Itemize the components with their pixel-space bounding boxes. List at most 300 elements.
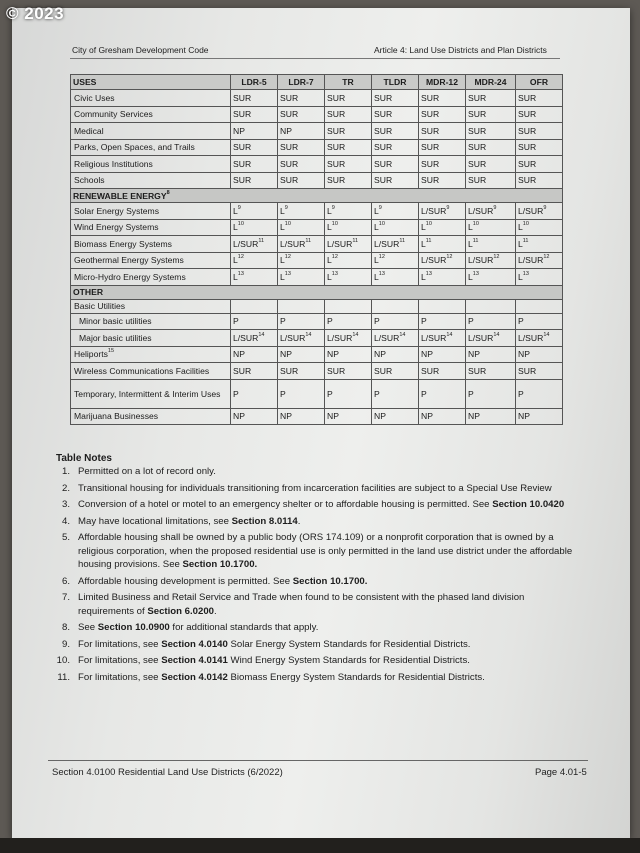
- table-cell: NP: [516, 408, 563, 425]
- table-row: [71, 139, 563, 156]
- table-row: [71, 106, 563, 123]
- note-text-part: Affordable housing shall be owned by a public body (ORS 174.109) or a nonprofit corporation that is owned by a religious corporation, when the proposed residential use is only permitted in the land use district under the affordable housing provisions. See: [78, 532, 573, 570]
- background-shadow: [0, 838, 640, 853]
- footnote-ref: 13: [472, 270, 479, 277]
- footnote-ref: 12: [493, 254, 500, 261]
- table-row: [71, 269, 563, 286]
- table-row: [71, 156, 563, 173]
- column-header: LDR-5: [231, 75, 278, 90]
- row-label: Basic Utilities: [71, 299, 231, 313]
- column-header: LDR-7: [278, 75, 325, 90]
- table-cell: SUR: [231, 139, 278, 156]
- row-label-text: Wireless Communications Facilities: [74, 365, 210, 376]
- table-note: [52, 515, 582, 529]
- row-label: [71, 90, 231, 107]
- table-cell: SUR: [516, 363, 563, 380]
- row-label: [71, 313, 231, 330]
- cell-value: L: [280, 271, 285, 282]
- section-reference: Section 10.1700.: [292, 575, 368, 587]
- table-cell: SUR: [516, 106, 563, 123]
- column-header: MDR-24: [466, 75, 516, 90]
- cell-value: L: [374, 255, 379, 266]
- cell-value: L: [518, 238, 523, 249]
- table-cell: [466, 252, 516, 269]
- cell-value: L: [327, 255, 332, 266]
- table-cell: [516, 219, 563, 236]
- table-cell: SUR: [278, 90, 325, 107]
- note-number: 7.: [61, 592, 70, 603]
- table-cell: NP: [278, 408, 325, 425]
- cell-value: L/SUR: [327, 332, 353, 343]
- table-note: [52, 531, 582, 572]
- table-cell: [325, 299, 372, 313]
- row-label-text: Civic Uses: [74, 92, 115, 103]
- table-cell: SUR: [419, 106, 466, 123]
- note-number: 11.: [57, 671, 70, 683]
- table-cell: NP: [466, 346, 516, 363]
- cell-value: L: [421, 222, 426, 233]
- table-cell: SUR: [466, 123, 516, 140]
- note-text-part: For limitations, see: [78, 638, 162, 650]
- section-reference: Section 8.0114: [231, 515, 298, 527]
- table-cell: SUR: [372, 363, 419, 380]
- row-label: Wind Energy Systems: [71, 219, 231, 236]
- note-text: [78, 482, 582, 496]
- row-label: [71, 123, 231, 140]
- note-text-part: See: [78, 622, 98, 633]
- table-cell: [372, 252, 419, 269]
- table-cell: P: [466, 379, 516, 408]
- table-cell: SUR: [516, 90, 563, 107]
- table-cell: SUR: [278, 139, 325, 156]
- table-cell: SUR: [466, 139, 516, 156]
- header-divider: [70, 58, 560, 59]
- table-cell: SUR: [231, 106, 278, 123]
- table-cell: SUR: [231, 172, 278, 189]
- note-number: 9.: [61, 638, 70, 650]
- cell-value: L: [374, 205, 379, 216]
- table-cell: [419, 219, 466, 236]
- table-cell: [419, 236, 466, 253]
- table-notes-list: [52, 465, 582, 687]
- table-cell: [516, 269, 563, 286]
- footer-left: Section 4.0100 Residential Land Use Districts (6/2022): [52, 767, 283, 778]
- row-label-text: Parks, Open Spaces, and Trails: [74, 142, 195, 153]
- table-cell: P: [278, 379, 325, 408]
- cell-value: L: [233, 271, 238, 282]
- table-cell: [278, 203, 325, 220]
- note-number: 6.: [61, 575, 70, 587]
- table-cell: SUR: [372, 90, 419, 107]
- footnote-ref: 10: [237, 221, 244, 228]
- cell-value: L: [374, 271, 379, 282]
- note-text-part: .: [214, 605, 217, 617]
- footnote-ref: 10: [284, 221, 291, 228]
- note-number: 3.: [61, 499, 70, 510]
- table-cell: SUR: [325, 106, 372, 123]
- table-cell: SUR: [516, 156, 563, 173]
- table-cell: SUR: [325, 123, 372, 140]
- table-cell: SUR: [466, 156, 516, 173]
- section-reference: Section 10.0900: [97, 622, 170, 633]
- table-cell: P: [516, 313, 563, 330]
- table-cell: [278, 269, 325, 286]
- row-label-text: Schools: [74, 175, 105, 186]
- note-text: [78, 638, 582, 652]
- table-cell: [372, 269, 419, 286]
- note-text-part: For limitations, see: [78, 655, 162, 666]
- footnote-ref: 10: [472, 221, 479, 228]
- table-note: [52, 465, 582, 479]
- section-header: [71, 285, 563, 299]
- table-cell: SUR: [419, 363, 466, 380]
- cell-value: L/SUR: [233, 238, 259, 249]
- table-cell: P: [372, 313, 419, 330]
- footnote-ref: 12: [446, 254, 453, 261]
- cell-value: L/SUR: [518, 255, 544, 266]
- header-right: Article 4: Land Use Districts and Plan Districts: [374, 45, 547, 55]
- table-cell: SUR: [419, 123, 466, 140]
- table-cell: P: [516, 379, 563, 408]
- table-cell: SUR: [231, 90, 278, 107]
- table-cell: SUR: [372, 156, 419, 173]
- cell-value: L: [374, 222, 379, 233]
- row-label-text: Religious Institutions: [74, 158, 153, 169]
- cell-value: L/SUR: [374, 238, 400, 249]
- row-label: Micro-Hydro Energy Systems: [71, 269, 231, 286]
- section-header-label: RENEWABLE ENERGY: [73, 190, 167, 201]
- cell-value: L: [280, 205, 285, 216]
- note-text-part: Limited Business and Retail Service and Trade when found to be consistent with the phased land division requirements of: [78, 592, 525, 617]
- table-row: [71, 299, 563, 313]
- table-cell: SUR: [325, 156, 372, 173]
- cell-value: L: [468, 238, 473, 249]
- table-row: [71, 313, 563, 330]
- document-page: [12, 8, 630, 838]
- table-note: [52, 638, 582, 652]
- table-cell: [231, 252, 278, 269]
- footnote-ref: 13: [378, 270, 385, 277]
- table-cell: SUR: [516, 123, 563, 140]
- table-note: [52, 654, 582, 668]
- note-number: 10.: [56, 655, 70, 666]
- footnote-ref: 11: [522, 237, 529, 244]
- row-label: Major basic utilities: [71, 330, 231, 347]
- table-cell: SUR: [372, 139, 419, 156]
- note-text: [78, 654, 582, 668]
- row-label: Solar Energy Systems: [71, 203, 231, 220]
- other-header: [71, 285, 563, 299]
- note-number: 8.: [61, 622, 70, 633]
- note-text-part: for additional standards that apply.: [169, 622, 319, 633]
- row-label: [71, 363, 231, 380]
- note-text: [78, 591, 582, 618]
- row-label: [71, 139, 231, 156]
- table-cell: SUR: [419, 172, 466, 189]
- table-cell: SUR: [372, 123, 419, 140]
- cell-value: L: [280, 222, 285, 233]
- cell-value: L/SUR: [421, 255, 447, 266]
- cell-value: L/SUR: [518, 205, 544, 216]
- cell-value: L: [327, 222, 332, 233]
- table-cell: SUR: [325, 139, 372, 156]
- table-cell: SUR: [372, 106, 419, 123]
- table-cell: SUR: [419, 139, 466, 156]
- footnote-ref: 10: [378, 221, 385, 228]
- footnote-ref: 11: [305, 237, 312, 244]
- footnote-ref: 9: [446, 204, 450, 211]
- cell-value: L: [421, 271, 426, 282]
- table-cell: SUR: [278, 156, 325, 173]
- cell-value: L: [233, 222, 238, 233]
- cell-value: L: [233, 255, 238, 266]
- table-cell: P: [466, 313, 516, 330]
- footnote-ref: 9: [543, 204, 547, 211]
- footnote-ref: 11: [399, 237, 406, 244]
- row-label-text: Heliports: [74, 349, 108, 360]
- table-row: [71, 203, 563, 220]
- table-cell: [372, 219, 419, 236]
- cell-value: L: [518, 222, 523, 233]
- cell-value: L/SUR: [518, 332, 544, 343]
- note-text-part: Permitted on a lot of record only.: [78, 466, 216, 477]
- table-cell: [372, 330, 419, 347]
- row-label-text: Minor basic utilities: [79, 316, 152, 327]
- cell-value: L/SUR: [280, 332, 306, 343]
- footnote-ref: 10: [425, 221, 432, 228]
- cell-value: L: [468, 271, 473, 282]
- cell-value: L/SUR: [327, 238, 353, 249]
- table-cell: NP: [372, 408, 419, 425]
- table-cell: SUR: [466, 172, 516, 189]
- table-row: [71, 172, 563, 189]
- table-cell: NP: [466, 408, 516, 425]
- table-cell: [231, 269, 278, 286]
- table-cell: NP: [231, 346, 278, 363]
- row-label-text: Medical: [74, 125, 104, 136]
- cell-value: L/SUR: [468, 255, 494, 266]
- row-label: [71, 106, 231, 123]
- table-row: [71, 330, 563, 347]
- table-cell: [231, 219, 278, 236]
- table-cell: [516, 203, 563, 220]
- table-cell: [419, 330, 466, 347]
- table-cell: [372, 203, 419, 220]
- table-cell: [466, 219, 516, 236]
- note-text-part: Conversion of a hotel or motel to an emergency shelter or to affordable housing is permitted. See: [78, 499, 493, 510]
- table-cell: [419, 252, 466, 269]
- uses-header: USES: [71, 75, 231, 90]
- table-cell: [516, 252, 563, 269]
- section-reference: Section 6.0200: [147, 605, 214, 617]
- section-reference: Section 10.0420: [492, 499, 565, 510]
- table-row: [71, 379, 563, 408]
- table-cell: [419, 299, 466, 313]
- land-use-table: [70, 74, 563, 425]
- table-cell: [231, 330, 278, 347]
- table-cell: P: [325, 379, 372, 408]
- footnote-ref: 13: [331, 270, 338, 277]
- table-note: [52, 621, 582, 635]
- footer-divider: [48, 760, 588, 761]
- table-cell: NP: [231, 408, 278, 425]
- footnote-ref: 9: [284, 204, 288, 211]
- table-row: [71, 90, 563, 107]
- table-cell: P: [419, 313, 466, 330]
- table-cell: [278, 330, 325, 347]
- table-row: [71, 219, 563, 236]
- column-header: TR: [325, 75, 372, 90]
- copyright-watermark: © 2023: [6, 4, 65, 23]
- note-number: 4.: [61, 515, 70, 527]
- table-cell: [325, 203, 372, 220]
- footnote-ref: 11: [258, 237, 265, 244]
- note-text: [78, 515, 582, 529]
- table-cell: NP: [325, 408, 372, 425]
- table-cell: [466, 269, 516, 286]
- row-label: [71, 172, 231, 189]
- table-cell: NP: [419, 346, 466, 363]
- section-reference: Section 10.1700.: [182, 559, 258, 570]
- table-cell: P: [419, 379, 466, 408]
- table-cell: [231, 236, 278, 253]
- note-text-part: Affordable housing development is permitted. See: [78, 575, 293, 587]
- footnote-ref: 9: [378, 204, 382, 211]
- row-label: [71, 346, 231, 363]
- cell-value: L/SUR: [468, 205, 494, 216]
- table-cell: [516, 236, 563, 253]
- table-cell: SUR: [231, 363, 278, 380]
- table-cell: [231, 299, 278, 313]
- table-cell: [419, 269, 466, 286]
- row-label: [71, 156, 231, 173]
- footnote-ref: 10: [331, 221, 338, 228]
- cell-value: L: [421, 238, 426, 249]
- table-cell: P: [372, 379, 419, 408]
- table-cell: SUR: [466, 363, 516, 380]
- table-cell: [325, 236, 372, 253]
- footnote-ref: 8: [166, 189, 170, 196]
- footnote-ref: 9: [331, 204, 335, 211]
- table-cell: NP: [419, 408, 466, 425]
- footnote-ref: 14: [446, 331, 453, 338]
- footnote-ref: 9: [237, 204, 241, 211]
- footnote-ref: 14: [493, 331, 500, 338]
- table-cell: NP: [516, 346, 563, 363]
- table-cell: [325, 252, 372, 269]
- table-cell: [278, 299, 325, 313]
- section-reference: Section 4.0141: [161, 655, 228, 666]
- footnote-ref: 14: [543, 331, 550, 338]
- table-cell: [325, 219, 372, 236]
- cell-value: L/SUR: [468, 332, 494, 343]
- table-cell: SUR: [278, 106, 325, 123]
- table-cell: [325, 330, 372, 347]
- note-number: 2.: [61, 482, 70, 494]
- table-cell: P: [231, 313, 278, 330]
- footnote-ref: 11: [425, 237, 432, 244]
- footnote-ref: 13: [284, 270, 291, 277]
- note-text-part: Wind Energy System Standards for Residential Districts.: [227, 655, 470, 666]
- section-reference: Section 4.0140: [161, 638, 228, 650]
- row-label: [71, 379, 231, 408]
- column-header: OFR: [516, 75, 563, 90]
- table-cell: NP: [278, 346, 325, 363]
- table-cell: NP: [278, 123, 325, 140]
- table-cell: [372, 236, 419, 253]
- note-number: 1.: [61, 466, 70, 477]
- table-notes-title: Table Notes: [56, 453, 112, 464]
- table-row: [71, 346, 563, 363]
- cell-value: L/SUR: [421, 332, 447, 343]
- table-note: [52, 498, 582, 512]
- table-row: [71, 408, 563, 425]
- cell-value: L: [280, 255, 285, 266]
- footnote-ref: 11: [352, 237, 359, 244]
- table-cell: [278, 219, 325, 236]
- table-cell: SUR: [325, 363, 372, 380]
- footnote-ref: 9: [493, 204, 497, 211]
- column-header: MDR-12: [419, 75, 466, 90]
- header-left: City of Gresham Development Code: [72, 45, 209, 55]
- column-header: TLDR: [372, 75, 419, 90]
- footnote-ref: 15: [107, 348, 115, 355]
- table-cell: [466, 330, 516, 347]
- table-cell: SUR: [466, 90, 516, 107]
- note-text-part: May have locational limitations, see: [78, 515, 232, 527]
- table-cell: [516, 299, 563, 313]
- row-label-text: Marijuana Businesses: [74, 411, 159, 422]
- note-number: 5.: [61, 532, 70, 543]
- table-cell: SUR: [278, 363, 325, 380]
- table-cell: P: [325, 313, 372, 330]
- table-cell: SUR: [419, 156, 466, 173]
- table-cell: SUR: [325, 90, 372, 107]
- note-text: [78, 621, 582, 635]
- footnote-ref: 13: [425, 270, 432, 277]
- table-cell: [419, 203, 466, 220]
- cell-value: L: [468, 222, 473, 233]
- footnote-ref: 12: [237, 254, 244, 261]
- table-cell: [466, 236, 516, 253]
- cell-value: L/SUR: [374, 332, 400, 343]
- footnote-ref: 14: [399, 331, 406, 338]
- table-cell: [278, 252, 325, 269]
- table-cell: NP: [325, 346, 372, 363]
- table-cell: [516, 330, 563, 347]
- section-header-label: OTHER: [73, 287, 104, 297]
- table-row: [71, 252, 563, 269]
- note-text-part: .: [297, 515, 301, 527]
- note-text-part: Transitional housing for individuals transitioning from incarceration facilities are subject to a Special Use Review: [78, 482, 552, 494]
- footnote-ref: 14: [305, 331, 312, 338]
- table-cell: [325, 269, 372, 286]
- table-note: [52, 482, 582, 496]
- table-cell: [372, 299, 419, 313]
- note-text: [78, 498, 582, 512]
- cell-value: L: [233, 205, 238, 216]
- note-text-part: Biomass Energy System Standards for Residential Districts.: [227, 671, 485, 683]
- cell-value: L: [327, 271, 332, 282]
- table-note: [52, 591, 582, 618]
- cell-value: L: [327, 205, 332, 216]
- cell-value: L/SUR: [421, 205, 447, 216]
- table-cell: P: [278, 313, 325, 330]
- table-cell: SUR: [516, 139, 563, 156]
- table-cell: P: [231, 379, 278, 408]
- row-label: Biomass Energy Systems: [71, 236, 231, 253]
- row-label-text: Community Services: [74, 109, 153, 120]
